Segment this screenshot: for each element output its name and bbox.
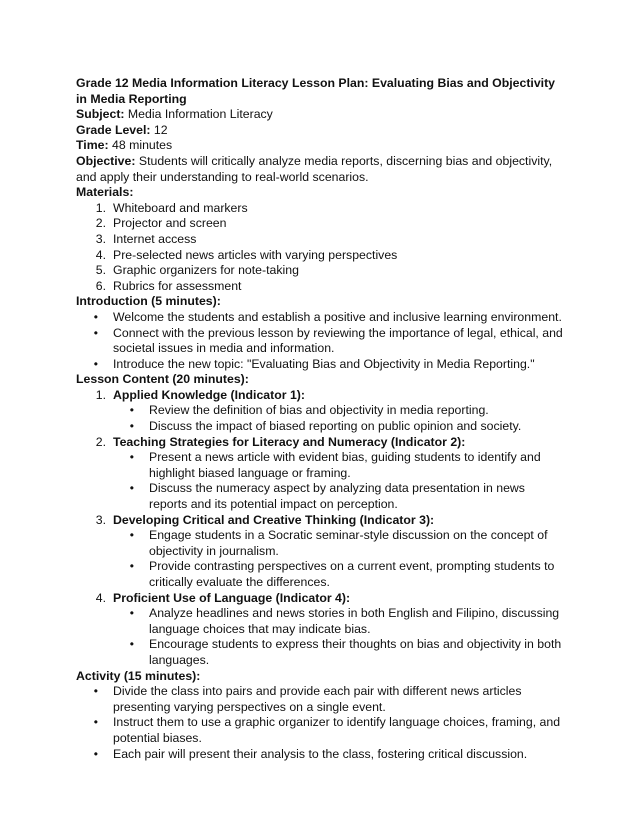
- list-item: [76, 326, 566, 357]
- list-item: [76, 559, 566, 590]
- list-item-text: Encourage students to express their thoughts on bias and objectivity in both languages.: [149, 637, 562, 667]
- field-grade-level-key: Grade Level:: [76, 122, 151, 137]
- list-item-text: Discuss the numeracy aspect by analyzing data presentation in news reports and its potential impact on perception.: [149, 481, 525, 512]
- list-item: [76, 481, 566, 512]
- sub-list-wrapper: [76, 403, 566, 434]
- bullet-icon: •: [93, 325, 98, 340]
- list-item-text: Welcome the students and establish a positive and inclusive learning environment.: [113, 309, 562, 324]
- list-item-text: Review the definition of bias and objectivity in media reporting.: [149, 403, 489, 418]
- bullet-icon: •: [93, 309, 98, 324]
- introduction-heading: Introduction (5 minutes):: [76, 294, 221, 309]
- field-objective-key: Objective:: [76, 153, 136, 168]
- field-subject-value: Media Information Literacy: [124, 107, 273, 122]
- field-objective: [76, 154, 566, 185]
- list-item-text: Rubrics for assessment: [113, 278, 242, 293]
- sub-list: [76, 403, 566, 434]
- activity-list: [76, 684, 566, 762]
- list-item: [76, 450, 566, 481]
- field-time-key: Time:: [76, 138, 109, 153]
- bullet-icon: •: [93, 356, 98, 371]
- list-item-text: Graphic organizers for note-taking: [113, 263, 299, 278]
- lesson-content-list: [76, 388, 566, 669]
- list-item: [76, 637, 566, 668]
- sub-list: [76, 450, 566, 512]
- field-objective-value: Students will critically analyze media reports, discerning bias and objectivity, and apply their understanding to real-world scenarios.: [76, 153, 553, 184]
- field-time: [76, 138, 566, 154]
- list-item-text: Analyze headlines and news stories in both English and Filipino, discussing language choices that may indicate bias.: [149, 606, 560, 636]
- section-title: Applied Knowledge (Indicator 1):: [113, 387, 305, 402]
- list-item: [76, 310, 566, 326]
- list-item-text: Discuss the impact of biased reporting on public opinion and society.: [149, 419, 522, 434]
- bullet-icon: •: [93, 715, 98, 730]
- field-subject-key: Subject:: [76, 107, 125, 122]
- list-item: [76, 201, 566, 217]
- lesson-section: [76, 513, 566, 529]
- bullet-icon: •: [129, 606, 134, 621]
- list-item-text: Introduce the new topic: "Evaluating Bias and Objectivity in Media Reporting.": [113, 356, 535, 371]
- sub-list: [76, 606, 566, 668]
- list-item-text: Each pair will present their analysis to the class, fostering critical discussion.: [113, 746, 528, 761]
- list-item: [76, 263, 566, 279]
- list-number: 3.: [95, 512, 106, 527]
- bullet-icon: •: [93, 746, 98, 761]
- list-item-text: Instruct them to use a graphic organizer to identify language choices, framing, and potential biases.: [113, 715, 561, 745]
- list-number: 2.: [95, 434, 106, 449]
- list-item: [76, 357, 566, 373]
- list-item-text: Projector and screen: [113, 216, 227, 231]
- lesson-content-heading: Lesson Content (20 minutes):: [76, 372, 249, 387]
- list-item-text: Connect with the previous lesson by reviewing the importance of legal, ethical, and societal issues in media and information.: [113, 325, 563, 356]
- section-title: Developing Critical and Creative Thinking (Indicator 3):: [113, 512, 435, 527]
- list-item: [76, 528, 566, 559]
- list-item: [76, 684, 566, 715]
- bullet-icon: •: [129, 403, 134, 418]
- lesson-section: [76, 435, 566, 451]
- list-item: [76, 606, 566, 637]
- list-item-text: Present a news article with evident bias, guiding students to identify and highlight biased language or framing.: [149, 450, 541, 480]
- bullet-icon: •: [129, 528, 134, 543]
- document-page: [76, 76, 566, 762]
- list-item: [76, 419, 566, 435]
- materials-list: [76, 201, 566, 295]
- field-grade-level: [76, 123, 566, 139]
- section-title: Proficient Use of Language (Indicator 4):: [113, 590, 351, 605]
- list-number: 5.: [95, 263, 106, 278]
- lesson-section: [76, 591, 566, 607]
- field-subject: [76, 107, 566, 123]
- list-number: 4.: [95, 247, 106, 262]
- list-item: [76, 216, 566, 232]
- list-item: [76, 715, 566, 746]
- bullet-icon: •: [129, 450, 134, 465]
- list-item-text: Whiteboard and markers: [113, 200, 248, 215]
- bullet-icon: •: [93, 684, 98, 699]
- sub-list-wrapper: [76, 528, 566, 590]
- list-item: [76, 403, 566, 419]
- list-number: 2.: [95, 216, 106, 231]
- list-item: [76, 747, 566, 763]
- field-grade-level-value: 12: [150, 122, 168, 137]
- section-title: Teaching Strategies for Literacy and Numeracy (Indicator 2):: [113, 434, 466, 449]
- bullet-icon: •: [129, 419, 134, 434]
- document-title: Grade 12 Media Information Literacy Lesson Plan: Evaluating Bias and Objectivity in Media Reporting: [76, 76, 556, 106]
- list-item: [76, 232, 566, 248]
- list-number: 1.: [95, 387, 106, 402]
- list-item: [76, 248, 566, 264]
- list-item-text: Engage students in a Socratic seminar-style discussion on the concept of objectivity in journalism.: [149, 528, 548, 558]
- bullet-icon: •: [129, 559, 134, 574]
- sub-list: [76, 528, 566, 590]
- list-item-text: Divide the class into pairs and provide each pair with different news articles presenting varying perspectives on a single event.: [113, 684, 522, 714]
- list-number: 1.: [95, 200, 106, 215]
- list-item: [76, 279, 566, 295]
- sub-list-wrapper: [76, 606, 566, 668]
- list-item-text: Pre-selected news articles with varying perspectives: [113, 247, 398, 262]
- activity-heading: Activity (15 minutes):: [76, 668, 201, 683]
- bullet-icon: •: [129, 637, 134, 652]
- introduction-list: [76, 310, 566, 372]
- list-number: 4.: [95, 590, 106, 605]
- field-time-value: 48 minutes: [108, 138, 173, 153]
- bullet-icon: •: [129, 481, 134, 496]
- list-number: 3.: [95, 231, 106, 246]
- list-item-text: Provide contrasting perspectives on a current event, prompting students to critically evaluate the differences.: [149, 559, 555, 589]
- sub-list-wrapper: [76, 450, 566, 512]
- lesson-section: [76, 388, 566, 404]
- list-number: 6.: [95, 278, 106, 293]
- list-item-text: Internet access: [113, 231, 197, 246]
- materials-heading: Materials:: [76, 185, 134, 200]
